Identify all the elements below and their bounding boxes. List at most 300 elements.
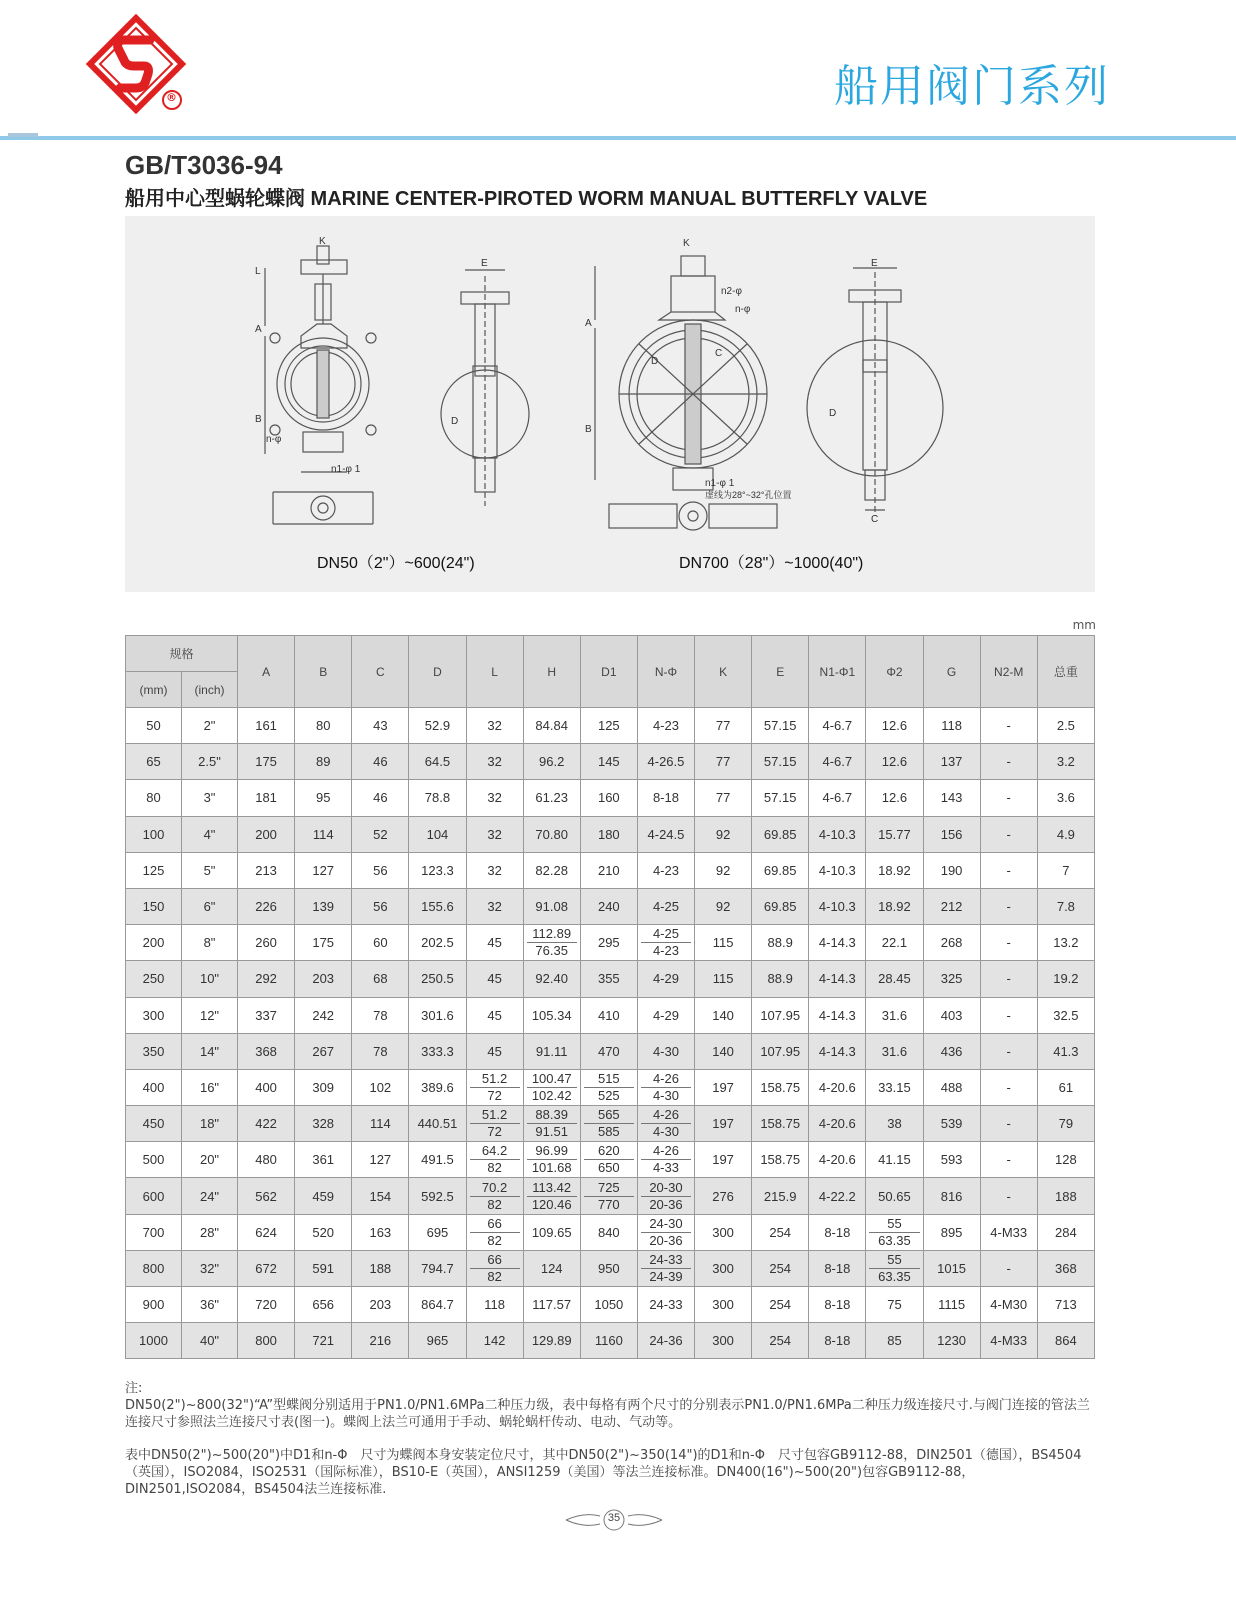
table-cell: 4-10.3 (809, 816, 866, 852)
table-cell: 52 (352, 816, 409, 852)
caption-small-range: DN50（2"）~600(24") (317, 555, 475, 572)
table-cell-value: 51.2 (470, 1071, 520, 1088)
dim-label-n1-phi1: n1-φ 1 (331, 464, 361, 475)
table-cell: 8-18 (809, 1250, 866, 1286)
table-cell (523, 1178, 580, 1214)
table-cell: 145 (580, 744, 637, 780)
table-cell-value: 63.35 (878, 1232, 911, 1248)
table-cell: 175 (238, 744, 295, 780)
table-cell: 3" (182, 780, 238, 816)
table-cell: 45 (466, 1033, 523, 1069)
table-cell: 100 (126, 816, 182, 852)
dim-label-c-large: C (715, 348, 723, 359)
table-cell: 158.75 (752, 1069, 809, 1105)
table-cell: 328 (295, 1106, 352, 1142)
table-cell-value: 82 (487, 1268, 502, 1284)
table-cell: 163 (352, 1214, 409, 1250)
table-cell: 592.5 (409, 1178, 466, 1214)
table-cell-value: 88.39 (527, 1107, 577, 1124)
table-cell: 127 (295, 852, 352, 888)
table-cell: 4-M30 (980, 1287, 1037, 1323)
table-cell: 78.8 (409, 780, 466, 816)
table-cell (466, 1106, 523, 1142)
table-cell: 4-29 (637, 961, 694, 997)
table-cell-value: 4-26 (641, 1107, 691, 1124)
table-cell: 4-6.7 (809, 708, 866, 744)
table-cell: - (980, 1250, 1037, 1286)
table-cell: 488 (923, 1069, 980, 1105)
table-cell: 156 (923, 816, 980, 852)
table-cell-value: 66 (470, 1252, 520, 1269)
side-view-small (441, 270, 529, 506)
table-cell: 4" (182, 816, 238, 852)
table-cell-value: 66 (470, 1216, 520, 1233)
table-cell: 96.2 (523, 744, 580, 780)
table-cell: 4-20.6 (809, 1142, 866, 1178)
angle-note: 虚线为28°~32°孔位置 (705, 490, 792, 500)
table-cell: 77 (695, 708, 752, 744)
table-cell: 115 (695, 961, 752, 997)
table-cell: 89 (295, 744, 352, 780)
table-cell (523, 925, 580, 961)
table-cell: 19.2 (1037, 961, 1094, 997)
table-cell: 333.3 (409, 1033, 466, 1069)
table-cell: 114 (352, 1106, 409, 1142)
table-cell: 56 (352, 852, 409, 888)
col-header: C (352, 636, 409, 708)
table-cell-value: 120.46 (531, 1196, 572, 1212)
table-cell-value: 82 (487, 1160, 502, 1176)
col-header: B (295, 636, 352, 708)
table-row (126, 744, 1095, 780)
table-cell: 4-6.7 (809, 780, 866, 816)
table-cell: 61.23 (523, 780, 580, 816)
table-cell: 56 (352, 888, 409, 924)
table-cell: 197 (695, 1106, 752, 1142)
table-cell: 137 (923, 744, 980, 780)
table-cell: 309 (295, 1069, 352, 1105)
table-cell: - (980, 816, 1037, 852)
table-cell: 161 (238, 708, 295, 744)
table-cell: 91.08 (523, 888, 580, 924)
table-cell: 107.95 (752, 1033, 809, 1069)
table-row (126, 1033, 1095, 1069)
table-cell: 125 (580, 708, 637, 744)
table-row (126, 1069, 1095, 1105)
table-cell: 41.3 (1037, 1033, 1094, 1069)
table-cell: 57.15 (752, 780, 809, 816)
table-cell (637, 1069, 694, 1105)
table-cell: 216 (352, 1323, 409, 1359)
dim-label-e-large: E (871, 258, 878, 269)
table-cell (637, 1142, 694, 1178)
table-cell: - (980, 1033, 1037, 1069)
table-cell: 118 (923, 708, 980, 744)
table-cell (466, 1178, 523, 1214)
table-cell: 188 (1037, 1178, 1094, 1214)
table-cell: 123.3 (409, 852, 466, 888)
table-cell: 3.2 (1037, 744, 1094, 780)
table-cell: 325 (923, 961, 980, 997)
table-cell-value: 82 (487, 1232, 502, 1248)
note-paragraph-2: 表中DN50(2")~500(20")中D1和n-Φ 尺寸为蝶阀本身安装定位尺寸，其中DN50(2")~350(14")的D1和n-Φ 尺寸包容GB9112-88，DIN2501（德国），BS4504（英国），ISO2084，ISO2531（国际标准），BS10-E（英国），ANSI1259（美国）等法兰连接标准。DN400(16")~500(20")包容GB9112-88，DIN2501,ISO2084，BS4504法兰连接标准. (125, 1448, 1082, 1497)
table-cell (866, 1250, 923, 1286)
front-view-large (595, 256, 777, 530)
table-cell: 591 (295, 1250, 352, 1286)
dim-label-d: D (451, 416, 459, 427)
table-cell: 200 (238, 816, 295, 852)
table-cell: 102 (352, 1069, 409, 1105)
table-cell: 864.7 (409, 1287, 466, 1323)
col-header: G (923, 636, 980, 708)
table-cell (637, 925, 694, 961)
table-cell-value: 70.2 (470, 1180, 520, 1197)
table-cell: 77 (695, 744, 752, 780)
table-cell: 816 (923, 1178, 980, 1214)
dim-label-b: B (255, 414, 262, 425)
table-cell: 41.15 (866, 1142, 923, 1178)
table-cell: 470 (580, 1033, 637, 1069)
table-cell: 31.6 (866, 1033, 923, 1069)
table-cell: 10" (182, 961, 238, 997)
table-cell: 4-23 (637, 708, 694, 744)
table-cell: 20" (182, 1142, 238, 1178)
table-cell: 355 (580, 961, 637, 997)
table-cell-value: 76.35 (535, 943, 568, 959)
table-cell: 92.40 (523, 961, 580, 997)
table-cell-value: 4-30 (652, 1124, 679, 1140)
table-cell: 197 (695, 1069, 752, 1105)
table-cell: 562 (238, 1178, 295, 1214)
table-cell: 700 (126, 1214, 182, 1250)
table-cell: 36" (182, 1287, 238, 1323)
table-cell-value: 4-30 (652, 1087, 679, 1103)
table-cell: 4-M33 (980, 1323, 1037, 1359)
table-cell: 800 (238, 1323, 295, 1359)
page-number: 35 (607, 1512, 621, 1524)
table-cell: 24" (182, 1178, 238, 1214)
table-cell-value: 4-26 (641, 1143, 691, 1160)
table-cell: 88.9 (752, 925, 809, 961)
table-row (126, 852, 1095, 888)
table-cell: 794.7 (409, 1250, 466, 1286)
front-view-small (265, 246, 376, 524)
col-header: A (238, 636, 295, 708)
header-divider (0, 136, 1236, 140)
table-cell: 46 (352, 780, 409, 816)
table-cell-value: 82 (487, 1196, 502, 1212)
table-cell: 69.85 (752, 816, 809, 852)
col-header: 总重 (1037, 636, 1094, 708)
table-cell (580, 1106, 637, 1142)
table-cell: 215.9 (752, 1178, 809, 1214)
col-header: L (466, 636, 523, 708)
table-row (126, 1214, 1095, 1250)
table-cell: 8-18 (809, 1214, 866, 1250)
dim-label-n-phi: n-φ (266, 434, 282, 445)
table-cell: 8" (182, 925, 238, 961)
table-cell: 361 (295, 1142, 352, 1178)
table-cell: 202.5 (409, 925, 466, 961)
table-cell: 57.15 (752, 744, 809, 780)
table-cell: 240 (580, 888, 637, 924)
table-cell: 6" (182, 888, 238, 924)
table-cell: 4-29 (637, 997, 694, 1033)
table-cell-value: 55 (869, 1252, 919, 1269)
table-cell: 7 (1037, 852, 1094, 888)
table-cell: 210 (580, 852, 637, 888)
col-header: H (523, 636, 580, 708)
table-cell: 713 (1037, 1287, 1094, 1323)
table-cell (466, 1250, 523, 1286)
spec-table-body (126, 708, 1095, 1359)
table-row (126, 925, 1095, 961)
table-cell: 400 (126, 1069, 182, 1105)
table-cell: 4-10.3 (809, 852, 866, 888)
table-cell: 539 (923, 1106, 980, 1142)
table-cell: - (980, 1178, 1037, 1214)
table-cell: 143 (923, 780, 980, 816)
table-row (126, 816, 1095, 852)
caption-large-range: DN700（28"）~1000(40") (679, 555, 864, 572)
table-cell: 75 (866, 1287, 923, 1323)
table-cell: 128 (1037, 1142, 1094, 1178)
table-cell-value: 102.42 (531, 1087, 572, 1103)
table-cell: 212 (923, 888, 980, 924)
table-cell: 129.89 (523, 1323, 580, 1359)
table-cell: 78 (352, 997, 409, 1033)
table-cell: 78 (352, 1033, 409, 1069)
table-cell: 92 (695, 816, 752, 852)
table-cell: 117.57 (523, 1287, 580, 1323)
table-cell: 91.11 (523, 1033, 580, 1069)
registered-mark: ® (166, 91, 177, 104)
col-header: Φ2 (866, 636, 923, 708)
table-cell-value: 20-36 (649, 1232, 683, 1248)
table-cell-value: 63.35 (878, 1268, 911, 1284)
table-cell: 18.92 (866, 852, 923, 888)
table-cell: 292 (238, 961, 295, 997)
table-cell: 226 (238, 888, 295, 924)
table-cell-value: 24-39 (649, 1268, 683, 1284)
table-cell: 900 (126, 1287, 182, 1323)
table-cell: 2" (182, 708, 238, 744)
table-cell: 300 (695, 1287, 752, 1323)
notes-section (125, 1380, 1100, 1498)
dim-label-e: E (481, 258, 488, 269)
table-cell: 260 (238, 925, 295, 961)
table-cell-value: 72 (487, 1124, 502, 1140)
table-cell: 4-26.5 (637, 744, 694, 780)
col-header: D (409, 636, 466, 708)
table-cell: 720 (238, 1287, 295, 1323)
table-cell: - (980, 852, 1037, 888)
table-cell (637, 1178, 694, 1214)
table-cell: 5" (182, 852, 238, 888)
table-cell: 32 (466, 852, 523, 888)
table-cell: 109.65 (523, 1214, 580, 1250)
table-cell-value: 770 (597, 1196, 620, 1212)
table-cell: 105.34 (523, 997, 580, 1033)
table-cell: 32 (466, 708, 523, 744)
table-cell: 213 (238, 852, 295, 888)
table-cell-value: 20-36 (649, 1196, 683, 1212)
table-cell: 124 (523, 1250, 580, 1286)
series-title: 船用阀门系列 (834, 61, 1110, 112)
table-cell: 695 (409, 1214, 466, 1250)
table-cell: 1050 (580, 1287, 637, 1323)
table-cell: 85 (866, 1323, 923, 1359)
table-cell: 52.9 (409, 708, 466, 744)
table-cell: 92 (695, 888, 752, 924)
table-cell: 800 (126, 1250, 182, 1286)
table-cell: 491.5 (409, 1142, 466, 1178)
dim-label-k: K (319, 236, 326, 247)
table-row (126, 997, 1095, 1033)
table-row (126, 961, 1095, 997)
table-cell: 12.6 (866, 744, 923, 780)
table-cell (637, 1250, 694, 1286)
header-mm: (mm) (126, 672, 182, 708)
table-cell: 155.6 (409, 888, 466, 924)
table-cell-value: 64.2 (470, 1143, 520, 1160)
col-header: K (695, 636, 752, 708)
table-cell: 118 (466, 1287, 523, 1323)
table-cell: 181 (238, 780, 295, 816)
table-cell: 368 (1037, 1250, 1094, 1286)
table-cell: 95 (295, 780, 352, 816)
table-cell: 950 (580, 1250, 637, 1286)
table-cell-value: 565 (584, 1107, 634, 1124)
dim-label-k-large: K (683, 238, 690, 249)
table-cell: 32 (466, 888, 523, 924)
table-cell-value: 585 (597, 1124, 620, 1140)
table-cell: 12" (182, 997, 238, 1033)
table-cell (866, 1214, 923, 1250)
table-cell: 154 (352, 1178, 409, 1214)
table-row (126, 708, 1095, 744)
table-cell: 422 (238, 1106, 295, 1142)
table-cell: - (980, 925, 1037, 961)
table-cell: 1230 (923, 1323, 980, 1359)
table-cell: 150 (126, 888, 182, 924)
table-cell: 92 (695, 852, 752, 888)
table-cell: 158.75 (752, 1106, 809, 1142)
table-cell: 65 (126, 744, 182, 780)
table-row (126, 1106, 1095, 1142)
table-cell: 50.65 (866, 1178, 923, 1214)
table-cell-value: 24-30 (641, 1216, 691, 1233)
table-cell: 69.85 (752, 888, 809, 924)
table-cell: 190 (923, 852, 980, 888)
col-header: E (752, 636, 809, 708)
table-cell: 80 (295, 708, 352, 744)
table-cell: 480 (238, 1142, 295, 1178)
table-cell: 88.9 (752, 961, 809, 997)
side-view-large (807, 268, 943, 516)
table-cell: 127 (352, 1142, 409, 1178)
table-cell: 203 (352, 1287, 409, 1323)
table-cell: 8-18 (637, 780, 694, 816)
table-cell: 142 (466, 1323, 523, 1359)
table-cell: 45 (466, 997, 523, 1033)
table-cell: 268 (923, 925, 980, 961)
table-cell: 180 (580, 816, 637, 852)
dim-label-a: A (255, 324, 262, 335)
dim-label-c-side: C (871, 514, 879, 525)
dim-label-b-large: B (585, 424, 592, 435)
table-cell (637, 1106, 694, 1142)
col-header: D1 (580, 636, 637, 708)
table-cell-value: 4-23 (652, 943, 679, 959)
table-cell: 14" (182, 1033, 238, 1069)
table-cell: 368 (238, 1033, 295, 1069)
table-row (126, 1142, 1095, 1178)
table-cell: 197 (695, 1142, 752, 1178)
table-cell: 203 (295, 961, 352, 997)
table-cell: 4-23 (637, 852, 694, 888)
table-cell: - (980, 961, 1037, 997)
table-cell: 57.15 (752, 708, 809, 744)
table-cell: 1160 (580, 1323, 637, 1359)
table-cell-value: 650 (597, 1160, 620, 1176)
dim-label-n1-phi1-large: n1-φ 1 (705, 478, 735, 489)
table-cell: 672 (238, 1250, 295, 1286)
table-cell: 28" (182, 1214, 238, 1250)
table-cell: 300 (695, 1214, 752, 1250)
table-cell: 50 (126, 708, 182, 744)
table-cell: 4-M33 (980, 1214, 1037, 1250)
notes-label: 注: (125, 1381, 143, 1396)
table-cell: 254 (752, 1287, 809, 1323)
table-cell: 79 (1037, 1106, 1094, 1142)
dim-label-d-side: D (829, 408, 837, 419)
table-cell: 4-14.3 (809, 997, 866, 1033)
technical-drawing (125, 216, 1095, 592)
table-cell (637, 1214, 694, 1250)
table-cell: - (980, 1069, 1037, 1105)
table-cell: 107.95 (752, 997, 809, 1033)
table-cell: 593 (923, 1142, 980, 1178)
table-cell: 114 (295, 816, 352, 852)
table-cell: 43 (352, 708, 409, 744)
table-cell: 13.2 (1037, 925, 1094, 961)
table-cell: 70.80 (523, 816, 580, 852)
table-cell: 4-24.5 (637, 816, 694, 852)
table-cell-value: 91.51 (535, 1124, 568, 1140)
dim-label-l: L (255, 266, 261, 277)
table-cell: 4-30 (637, 1033, 694, 1069)
table-cell: - (980, 1106, 1037, 1142)
table-cell: 12.6 (866, 780, 923, 816)
table-cell (580, 1142, 637, 1178)
table-cell: 350 (126, 1033, 182, 1069)
table-cell: 250 (126, 961, 182, 997)
table-cell: 295 (580, 925, 637, 961)
table-cell: 160 (580, 780, 637, 816)
table-cell: 656 (295, 1287, 352, 1323)
table-cell: 864 (1037, 1323, 1094, 1359)
table-cell-value: 51.2 (470, 1107, 520, 1124)
table-cell (466, 1214, 523, 1250)
table-cell: 8-18 (809, 1323, 866, 1359)
table-cell-value: 96.99 (527, 1143, 577, 1160)
table-cell: 4-20.6 (809, 1069, 866, 1105)
table-cell-value: 4-33 (652, 1160, 679, 1176)
table-cell: 139 (295, 888, 352, 924)
table-cell: - (980, 708, 1037, 744)
table-cell: 77 (695, 780, 752, 816)
